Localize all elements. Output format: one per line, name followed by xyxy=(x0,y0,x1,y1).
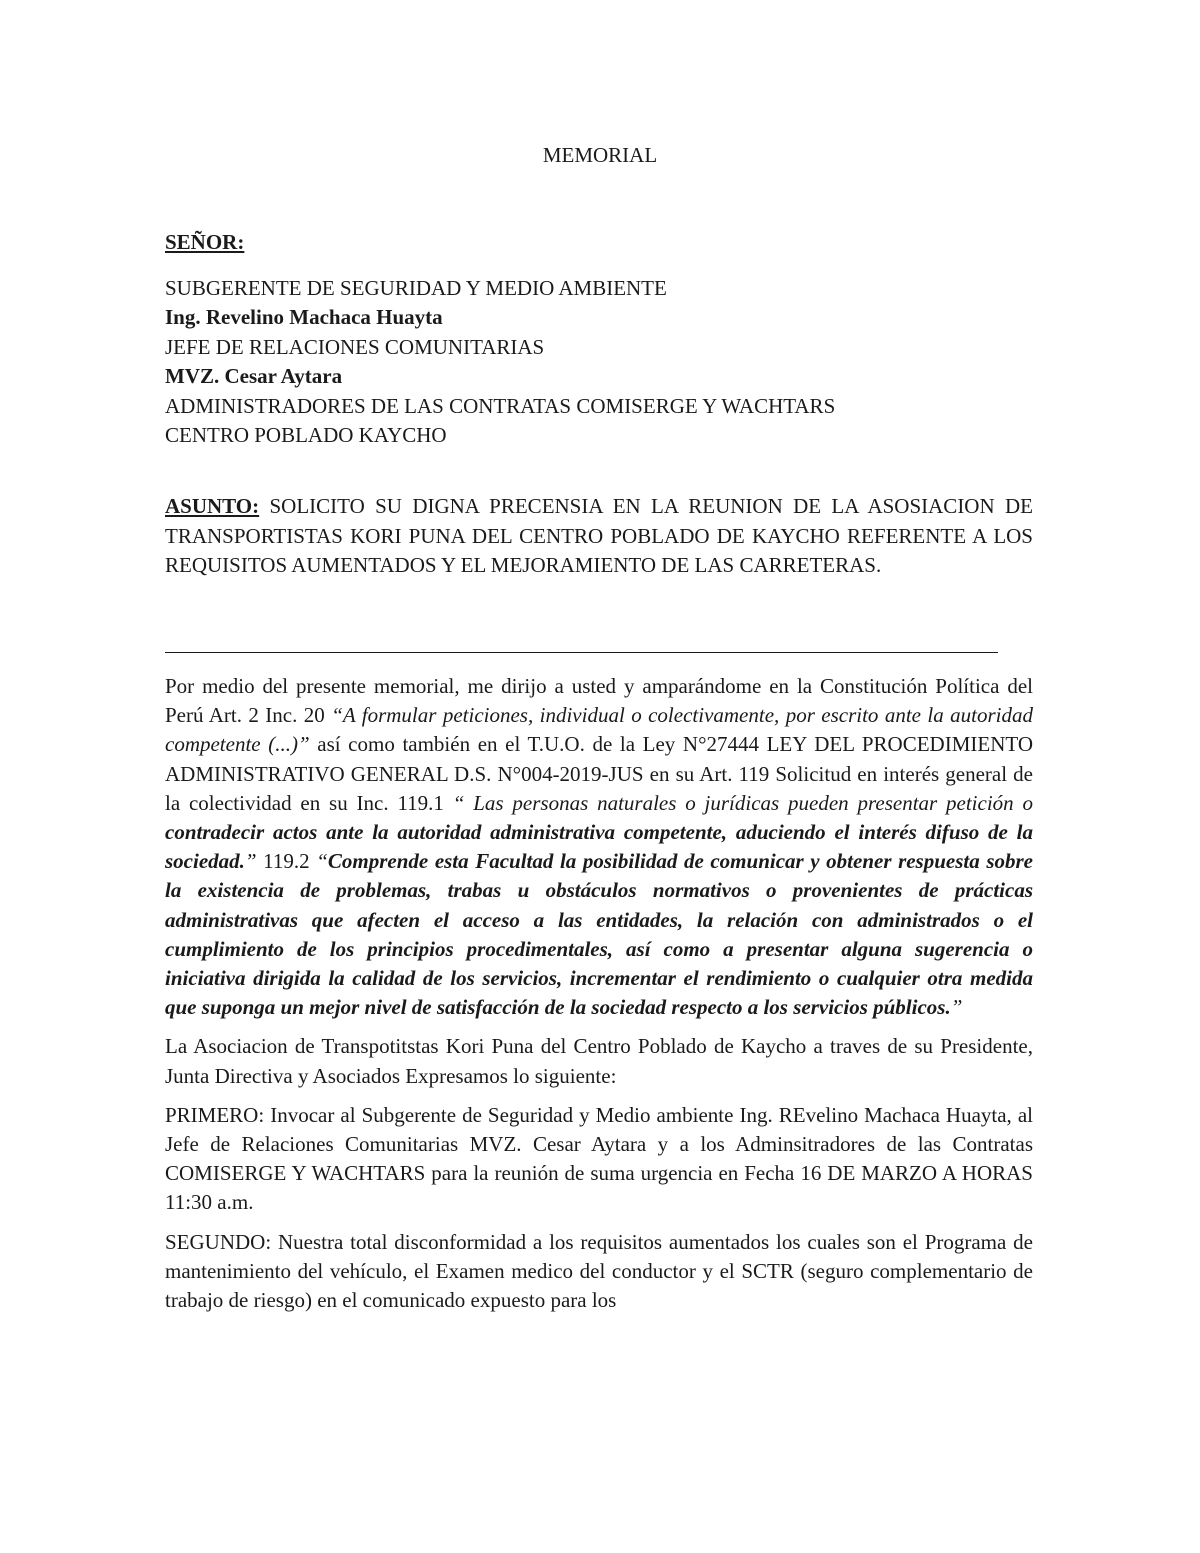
addressee-line-cesar: MVZ. Cesar Aytara xyxy=(165,364,343,388)
subject-label: ASUNTO: xyxy=(165,494,260,518)
quote-119-1-close: ” xyxy=(244,849,257,874)
quote-119-2-bold: Comprende esta Facultad la posibilidad de comunicar y obtener respuesta sobre la existencia de problemas, trabas u obstáculos normativos o provenientes de prácticas administrativas que afecten el acceso a las entidades, la relación con administrados o el cumplimiento de los principios procedimentales, así como a presentar alguna sugerencia o iniciativa dirigida la calidad de los servicios, incrementar el rendimiento o cualquier otra medida que suponga un mejor nivel de satisfacción de la sociedad respecto a los servicios públicos. xyxy=(165,849,1033,1020)
quote-119-1-start: “ Las personas naturales o jurídicas pueden presentar petición o xyxy=(452,790,1033,815)
quote-119-2-open: “ xyxy=(316,849,328,874)
subject-text: SOLICITO SU DIGNA PRECENSIA EN LA REUNION DE LA ASOSIACION DE TRANSPORTISTAS KORI PUNA DEL CENTRO POBLADO DE KAYCHO REFERENTE A LOS REQUISITOS AUMENTADOS Y EL MEJORAMIENTO DE LAS CARRETERAS. xyxy=(165,494,1033,577)
paragraph-primero: PRIMERO: Invocar al Subgerente de Seguridad y Medio ambiente Ing. REvelino Machaca Huayta, al Jefe de Relaciones Comunitarias MVZ. Cesar Aytara y a los Adminsitradores de las Contratas COMISERGE Y WACHTARS para la reunión de suma urgencia en Fecha 16 DE MARZO A HORAS 11:30 a.m. xyxy=(165,1102,1033,1215)
paragraph-association: La Asociacion de Transpotitstas Kori Puna del Centro Poblado de Kaycho a traves de su Presidente, Junta Directiva y Asociados Expresamos lo siguiente: xyxy=(165,1034,1033,1088)
section-divider xyxy=(165,652,998,653)
document-title: MEMORIAL xyxy=(542,143,658,167)
addressee-line-subgerente: SUBGERENTE DE SEGURIDAD Y MEDIO AMBIENTE xyxy=(165,275,667,300)
legal-text-intro: Por medio del presente memorial, me dirijo a usted y amparándome en la Constitución Política del Perú Art. 2 Inc. 20 xyxy=(165,674,1033,728)
salutation: SEÑOR: xyxy=(165,230,245,254)
subject-paragraph xyxy=(165,492,1033,581)
memorial-body xyxy=(165,672,1033,1325)
paragraph-legal-basis xyxy=(165,672,1033,1022)
quote-119-2-close: ” xyxy=(950,995,963,1020)
addressee-line-jefe: JEFE DE RELACIONES COMUNITARIAS xyxy=(165,334,545,359)
addressee-line-administradores: ADMINISTRADORES DE LAS CONTRATAS COMISERGE Y WACHTARS xyxy=(165,393,836,418)
addressee-block xyxy=(165,228,1035,451)
paragraph-segundo: SEGUNDO: Nuestra total disconformidad a los requisitos aumentados los cuales son el Programa de mantenimiento del vehículo, el Examen medico del conductor y el SCTR (seguro complementario de trabajo de riesgo) en el comunicado expuesto para los xyxy=(165,1229,1033,1313)
article-119-2: 119.2 xyxy=(256,849,317,874)
legal-text-tuo: así como también en el T.U.O. de la Ley N°27444 LEY DEL PROCEDIMIENTO ADMINISTRATIVO GENERAL D.S. N°004-2019-JUS en su Art. 119 Solicitud en interés general de la colectividad en su Inc. 119.1 xyxy=(165,732,1033,815)
addressee-line-centro-poblado: CENTRO POBLADO KAYCHO xyxy=(165,423,447,447)
quote-119-1-bold: contradecir actos ante la autoridad administrativa competente, aduciendo el interés difuso de la sociedad. xyxy=(165,820,1033,874)
addressee-line-revelino: Ing. Revelino Machaca Huayta xyxy=(165,305,443,329)
constitution-quote: “A formular peticiones, individual o colectivamente, por escrito ante la autoridad competente (...)” xyxy=(165,703,1033,757)
